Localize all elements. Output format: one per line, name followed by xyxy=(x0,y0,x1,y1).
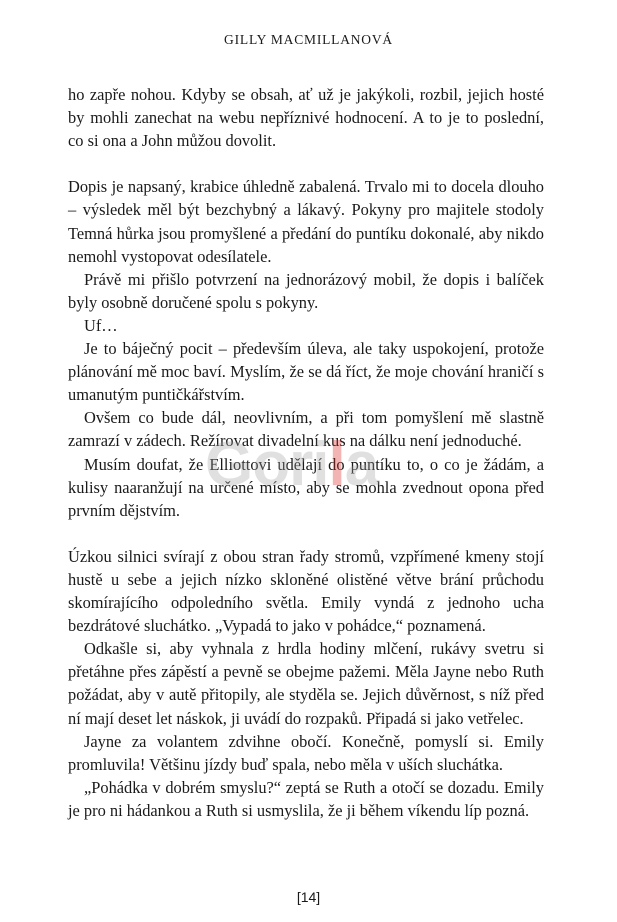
running-head: GILLY MACMILLANOVÁ xyxy=(224,32,393,47)
paragraph: Je to báječný pocit – především úleva, ale taky uspokojení, protože plánování mě moc baví. Myslím, že se dá říct, že moje chování hraničí s umanutým puntičkářstvím. xyxy=(68,339,544,405)
watermark-end: a xyxy=(344,430,379,499)
watermark-accent: l xyxy=(328,430,345,499)
paragraph: Ovšem co bude dál, neovlivním, a při tom pomyšlení mě slastně zamrazí v zádech. Režírovat divadelní kus na dálku není jednoduché. xyxy=(68,408,544,451)
paragraph: Jayne za volantem zdvihne obočí. Konečně, pomyslí si. Emily promluvila! Většinu jízdy buď spala, nebo měla v uších sluchátka. xyxy=(68,731,544,774)
paragraph: Musím doufat, že Elliottovi udělají do puntíku to, o co je žádám, a kulisy naaranžují na určené místo, aby se mohla zvednout opona před prvním dějstvím. xyxy=(68,454,544,520)
paragraph: Dopis je napsaný, krabice úhledně zabalená. Trvalo mi to docela dlouho – výsledek měl být bezchybný a lákavý. Pokyny pro majitele stodoly Temná hůrka jsou promyšlené a předání do puntíku dokonalé, aby nikdo nemohl vystopovat odesílatele. xyxy=(68,177,544,266)
paragraph: Odkašle si, aby vyhnala z hrdla hodiny mlčení, rukávy svetru si přetáhne přes zápěstí a pevně se obejme pažemi. Měla Jayne nebo Ruth požádat, aby v autě přitopily, ale styděla se. Jejich důvěrnost, s níž před ní mají deset let náskok, ji uvádí do rozpaků. Připadá si jako vetřelec. xyxy=(68,639,544,728)
paragraph: Právě mi přišlo potvrzení na jednorázový mobil, že dopis i balíček byly osobně doručené spolu s pokyny. xyxy=(68,269,544,312)
paragraph: „Pohádka v dobrém smyslu?“ zeptá se Ruth a otočí se dozadu. Emily je pro ni hádankou a Ruth si usmyslila, že ji během víkendu líp pozná. xyxy=(68,777,544,820)
paragraph: Úzkou silnici svírají z obou stran řady stromů, vzpřímené kmeny stojí hustě u sebe a jejich nízko skloněné olistěné větve brání průchodu skomírajícího odpoledního světla. Emily vyndá z jednoho ucha bezdrátové sluchátko. „Vypadá to jako v pohádce,“ poznamená. xyxy=(68,546,544,636)
body-text xyxy=(68,83,544,822)
paragraph: Uf… xyxy=(84,315,118,335)
paragraph: ho zapře nohou. Kdyby se obsah, ať už je jakýkoli, rozbil, jejich hosté by mohli zanechat na webu nepříznivé hodnocení. A to je to poslední, co si ona a John můžou dovolit. xyxy=(68,85,544,151)
section-break xyxy=(68,522,544,545)
page-number: [14] xyxy=(296,889,321,905)
watermark-main: Gori xyxy=(205,430,329,499)
section-break xyxy=(68,152,544,175)
